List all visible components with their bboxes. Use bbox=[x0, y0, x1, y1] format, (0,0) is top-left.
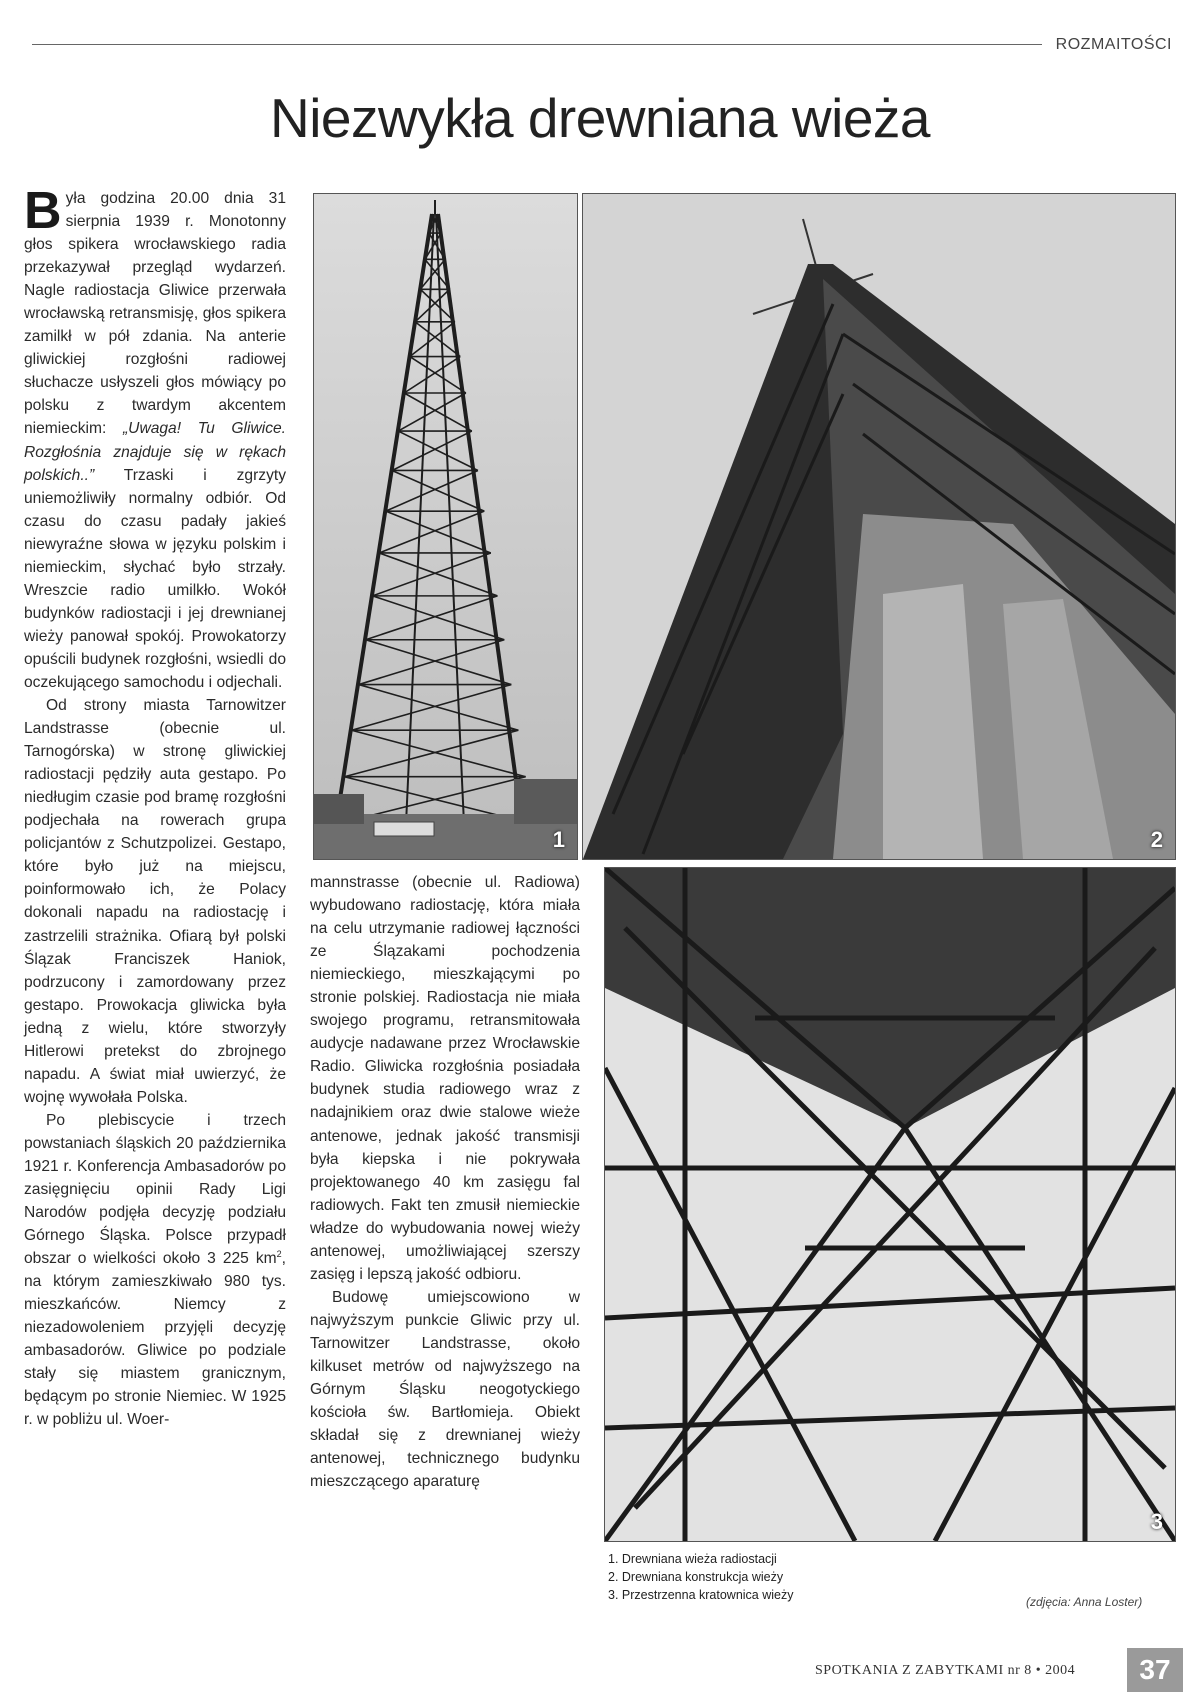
photo-structure bbox=[582, 193, 1176, 860]
paragraph bbox=[24, 1109, 286, 1432]
photo-credit: (zdjęcia: Anna Loster) bbox=[1026, 1595, 1143, 1609]
lattice-illustration bbox=[605, 868, 1175, 1541]
paragraph-text: Po plebiscycie i trzech powstaniach śląskich 20 października 1921 r. Konferencja Ambasadorów po zasięgnięciu opinii Rady Ligi Narodów podjęła decyzję podziału Górnego Śląska. Polsce przypadł obszar o wielkości około 3 225 km bbox=[24, 1111, 286, 1268]
article-title: Niezwykła drewniana wieża bbox=[269, 87, 930, 149]
paragraph: mannstrasse (obecnie ul. Radiowa) wybudowano radiostację, która miała na celu utrzymanie radiowej łączności ze Ślązakami pochodzenia niemieckiego, mieszkającymi po stronie polskiej. Radiostacja nie miała swojego programu, retransmitowała audycje nadawane przez Wrocławskie Radio. Gliwicka rozgłośnia posiadała budynek studia radiowego wraz z nadajnikiem oraz dwie stalowe wieże antenowe, jednak jakość transmisji była kiepska i nie pokrywała projektowanego 40 km zasięgu fal radiowych. Fakt ten zmusił niemieckie władze do wybudowania nowej wieży antenowej, umożliwiającej szerszy zasięg i lepszą jakość odbioru. bbox=[310, 874, 580, 1283]
text-column-2 bbox=[310, 871, 580, 1493]
header-rule bbox=[32, 44, 1042, 45]
paragraph bbox=[24, 182, 286, 694]
drop-cap: B bbox=[24, 182, 62, 240]
text-column-1 bbox=[24, 182, 286, 1432]
paragraph-text: yła godzina 20.00 dnia 31 sierpnia 1939 r. Monotonny głos spikera wrocławskiego radia przekazywał przegląd wydarzeń. Nagle radiostacja Gliwice przerwała wrocławską retransmisję, głos spikera zamilkł w pół zdania. Na anterie gliwickiej rozgłośni radiowej słuchacze usłyszeli głos mówiący po polsku z twardym akcentem niemieckim: bbox=[24, 190, 286, 438]
structure-illustration bbox=[583, 194, 1175, 859]
photo-captions bbox=[608, 1550, 794, 1604]
magazine-footer: SPOTKANIA Z ZABYTKAMI nr 8 • 2004 bbox=[815, 1663, 1076, 1678]
photo-tower bbox=[313, 193, 578, 860]
page-number: 37 bbox=[1127, 1648, 1183, 1692]
paragraph-text: , na którym zamieszkiwało 980 tys. mieszkańców. Niemcy z niezadowoleniem przyjęli decyzję ambasadorów. Gliwice po podziale stały się miastem granicznym, będącym po stronie Niemiec. W 1925 r. w pobliżu ul. Woer- bbox=[24, 1250, 286, 1429]
tower-illustration bbox=[314, 194, 577, 859]
paragraph: Od strony miasta Tarnowitzer Landstrasse (obecnie ul. Tarnogórska) w stronę gliwickiej radiostacji pędziły auta gestapo. Po niedługim czasie pod bramę rozgłośni podjechała na rowerach grupa policjantów z Schutzpolizei. Gestapo, które było już na miejscu, poinformowało ich, że Polacy dokonali napadu na radiostację i zastrzelili strażnika. Ofiarą był polski Ślązak Franciszek Haniok, podrzucony i zamordowany przez gestapo. Prowokacja gliwicka była jedną z wielu, które stworzyły Hitlerowi pretekst do zbrojnego napadu. A świat miał uwierzyć, że wojnę wywołała Polska. bbox=[24, 697, 286, 1106]
paragraph: Budowę umiejscowiono w najwyższym punkcie Gliwic przy ul. Tarnowitzer Landstrasse, około kilkuset metrów od najwyższego na Górnym Śląsku neogotyckiego kościoła św. Bartłomieja. Obiekt składał się z drewnianej wieży antenowej, technicznego budynku mieszczącego aparaturę bbox=[310, 1288, 580, 1491]
photo-number: 3 bbox=[1150, 1509, 1163, 1534]
caption: 2. Drewniana konstrukcja wieży bbox=[608, 1570, 784, 1584]
quote: „Uwaga! Tu Gliwice. Rozgłośnia znajduje się w rękach polskich..” bbox=[24, 420, 286, 484]
photo-lattice bbox=[604, 867, 1176, 1542]
photo-number: 1 bbox=[552, 827, 565, 852]
caption: 3. Przestrzenna kratownica wieży bbox=[608, 1588, 794, 1602]
caption: 1. Drewniana wieża radiostacji bbox=[608, 1552, 777, 1566]
paragraph-text: Trzaski i zgrzyty uniemożliwiły normalny odbiór. Od czasu do czasu padały jakieś niewyraźne słowa w języku polskim i niemieckim, słychać było strzały. Wreszcie radio umilkło. Wokół budynków radiostacji i jej drewnianej wieży panował spokój. Prowokatorzy opuścili budynek rozgłośni, wsiedli do oczekującego samochodu i odjechali. bbox=[24, 466, 286, 691]
photo-number: 2 bbox=[1150, 827, 1163, 852]
section-label: ROZMAITOŚCI bbox=[1048, 36, 1172, 54]
superscript: 2 bbox=[276, 1248, 282, 1259]
